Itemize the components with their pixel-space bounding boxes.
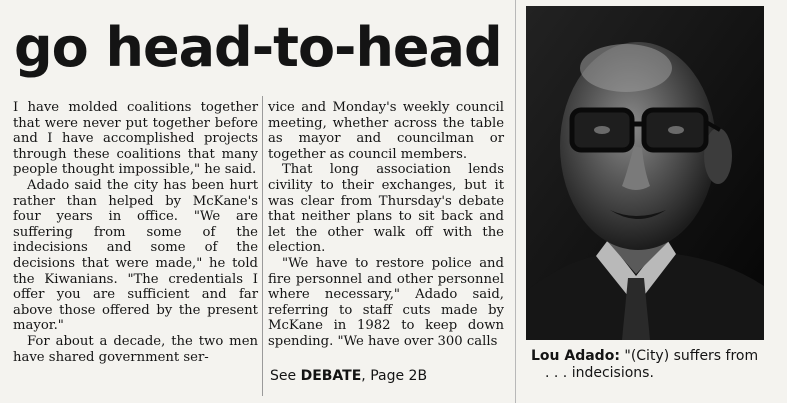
- paragraph: I have molded coalitions together that were never put together before and I have accomplished projects through these coalitions that many people thought impossible," he said.: [13, 100, 258, 178]
- headline: go head-to-head: [14, 16, 502, 79]
- paragraph: "We have to restore police and fire personnel and other personnel where necessary," Adado said, referring to staff cuts made by McKane in 1982 to keep down spending. "We have over 300 calls: [268, 255, 504, 349]
- jump-line: [270, 368, 427, 384]
- column-divider: [262, 96, 263, 396]
- paragraph: Adado said the city has been hurt rather than helped by McKane's four years in office. "We are suffering from some of the indecisions and some of the decisions that were made," he told the Kiwanians. "The credentials I offer you are sufficient and far above those offered by the present mayor.": [13, 177, 258, 334]
- caption-quote-continued: . . . indecisions.: [545, 365, 654, 381]
- photo-column-divider: [515, 0, 516, 403]
- portrait-illustration: [526, 6, 764, 340]
- article-column-1: [13, 100, 258, 365]
- jump-suffix: , Page 2B: [361, 368, 428, 384]
- caption-quote: "(City) suffers from: [624, 348, 759, 364]
- photo-caption: [531, 348, 771, 382]
- article-column-2: [268, 100, 504, 350]
- portrait-photo: [526, 6, 764, 340]
- paragraph: vice and Monday's weekly council meeting, whether across the table as mayor and councilman or together as council members.: [268, 100, 504, 162]
- paragraph: For about a decade, the two men have shared government ser-: [13, 333, 258, 365]
- caption-name: Lou Adado:: [531, 348, 620, 364]
- jump-keyword: DEBATE: [300, 368, 362, 384]
- jump-prefix: See: [270, 368, 297, 384]
- paragraph: That long association lends civility to their exchanges, but it was clear from Thursday's debate that neither plans to sit back and let the other walk off with the election.: [268, 162, 504, 256]
